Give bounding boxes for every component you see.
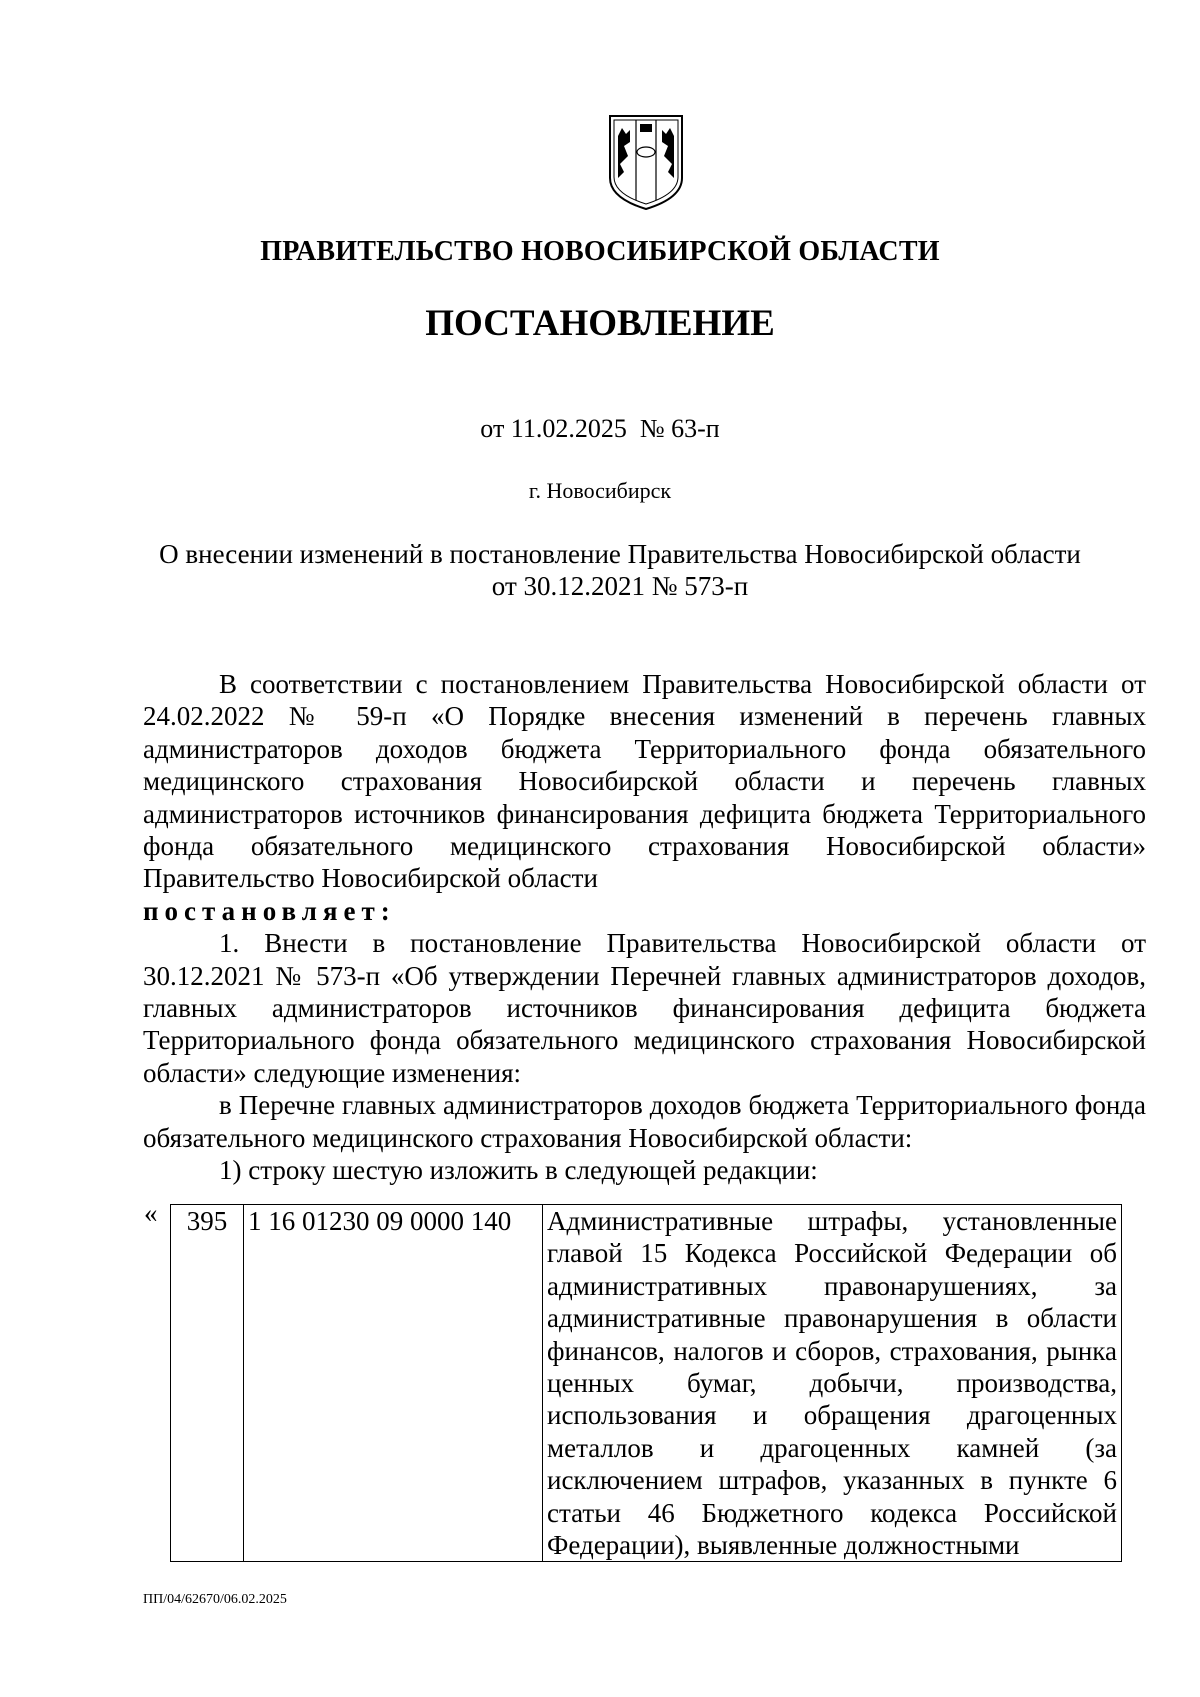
- item-1-sub-paragraph: в Перечне главных администраторов доходов бюджета Территориального фонда обязательного медицинского страхования Новосибирской области:: [143, 1090, 1146, 1153]
- row-code-cell: 1 16 01230 09 0000 140: [244, 1205, 543, 1562]
- document-subject: [140, 538, 1100, 602]
- open-quote: «: [144, 1198, 158, 1228]
- resolves-word: постановляет:: [143, 895, 396, 926]
- preamble-paragraph: В соответствии с постановлением Правительства Новосибирской области от 24.02.2022 № 59-п «О Порядке внесения изменений в перечень главных администраторов доходов бюджета Территориального фонда обязательного медицинского страхования Новосибирской области и перечень главных администраторов источников финансирования дефицита бюджета Территориального фонда обязательного медицинского страхования Новосибирской области» Правительство Новосибирской области: [143, 669, 1146, 894]
- item-1-point-1: 1) строку шестую изложить в следующей редакции:: [219, 1155, 818, 1186]
- footer-code: ПП/04/62670/06.02.2025: [143, 1592, 287, 1607]
- document-type: ПОСТАНОВЛЕНИЕ: [425, 303, 775, 344]
- item-1-paragraph: 1. Внести в постановление Правительства Новосибирской области от 30.12.2021 № 573-п «Об утверждении Перечней главных администраторов доходов, главных администраторов источников финансирования дефицита бюджета Территориального фонда обязательного медицинского страхования Новосибирской области» следующие изменения:: [143, 928, 1146, 1088]
- document-body: [143, 668, 1146, 1187]
- row-description-cell: Административные штрафы, установленные главой 15 Кодекса Российской Федерации об административных правонарушениях, за административные правонарушения в области финансов, налогов и сборов, страхования, рынка ценных бумаг, добычи, производства, использования и обращения драгоценных металлов и драгоценных камней (за исключением штрафов, указанных в пункте 6 статьи 46 Бюджетного кодекса Российской Федерации), выявленные должностными: [543, 1205, 1122, 1562]
- subject-line-2: от 30.12.2021 № 573-п: [491, 571, 749, 601]
- document-city: г. Новосибирск: [528, 478, 672, 503]
- row-number-cell: 395: [171, 1205, 244, 1562]
- amendment-table: [170, 1204, 1122, 1562]
- coat-of-arms-icon: [606, 112, 686, 212]
- subject-line-1: О внесении изменений в постановление Правительства Новосибирской области: [159, 539, 1081, 569]
- document-date-number: от 11.02.2025 № 63-п: [480, 414, 720, 443]
- table-row: [171, 1205, 1122, 1562]
- government-title: ПРАВИТЕЛЬСТВО НОВОСИБИРСКОЙ ОБЛАСТИ: [260, 236, 940, 267]
